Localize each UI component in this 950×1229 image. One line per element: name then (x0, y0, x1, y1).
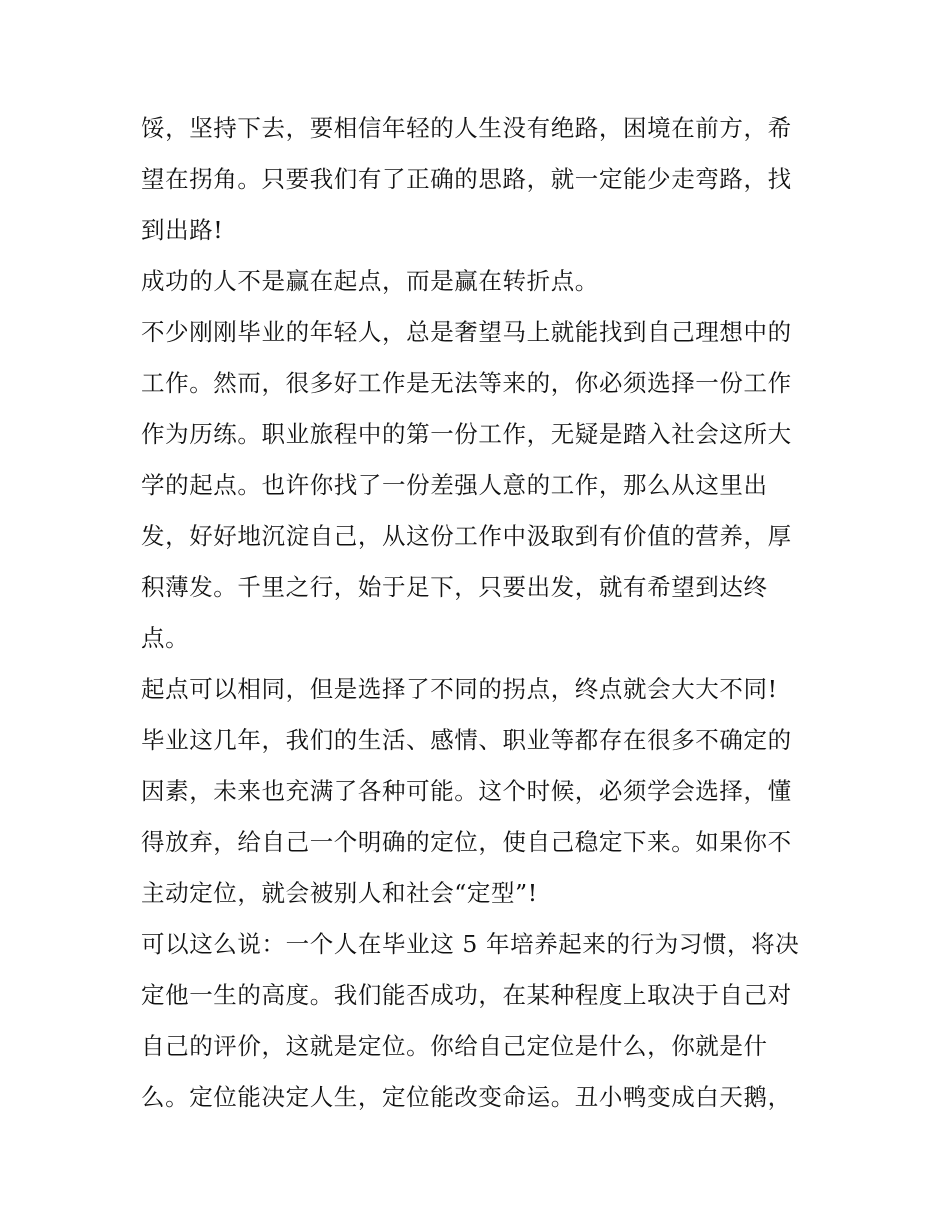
text-line: 因素，未来也充满了各种可能。这个时候，必须学会选择，懂 (141, 777, 792, 805)
text-line: 么。定位能决定人生，定位能改变命运。丑小鸭变成白天鹅， (141, 1083, 792, 1111)
text-line: 毕业这几年，我们的生活、感情、职业等都存在很多不确定的 (141, 726, 792, 754)
text-line: 馁，坚持下去，要相信年轻的人生没有绝路，困境在前方，希 (141, 114, 792, 142)
text-line: 可以这么说：一个人在毕业这 5 年培养起来的行为习惯，将决 (141, 930, 800, 958)
text-line: 不少刚刚毕业的年轻人，总是奢望马上就能找到自己理想中的 (141, 318, 792, 346)
text-line: 工作。然而，很多好工作是无法等来的，你必须选择一份工作 (141, 369, 792, 397)
text-line: 学的起点。也许你找了一份差强人意的工作，那么从这里出 (141, 471, 768, 499)
text-line: 作为历练。职业旅程中的第一份工作，无疑是踏入社会这所大 (141, 420, 792, 448)
text-line: 主动定位，就会被别人和社会“定型”! (141, 879, 538, 907)
text-line: 成功的人不是赢在起点，而是赢在转折点。 (141, 267, 599, 295)
text-line: 到出路! (141, 216, 224, 244)
text-line: 自己的评价，这就是定位。你给自己定位是什么，你就是什 (141, 1032, 768, 1060)
text-line: 得放弃，给自己一个明确的定位，使自己稳定下来。如果你不 (141, 828, 792, 856)
text-line: 起点可以相同，但是选择了不同的拐点，终点就会大大不同! (141, 675, 778, 703)
text-line: 积薄发。千里之行，始于足下，只要出发，就有希望到达终 (141, 573, 768, 601)
text-line: 望在拐角。只要我们有了正确的思路，就一定能少走弯路，找 (141, 165, 792, 193)
text-line: 点。 (141, 624, 190, 652)
text-line: 发，好好地沉淀自己，从这份工作中汲取到有价值的营养，厚 (141, 522, 792, 550)
body-text (141, 103, 821, 1123)
text-line: 定他一生的高度。我们能否成功，在某种程度上取决于自己对 (141, 981, 792, 1009)
